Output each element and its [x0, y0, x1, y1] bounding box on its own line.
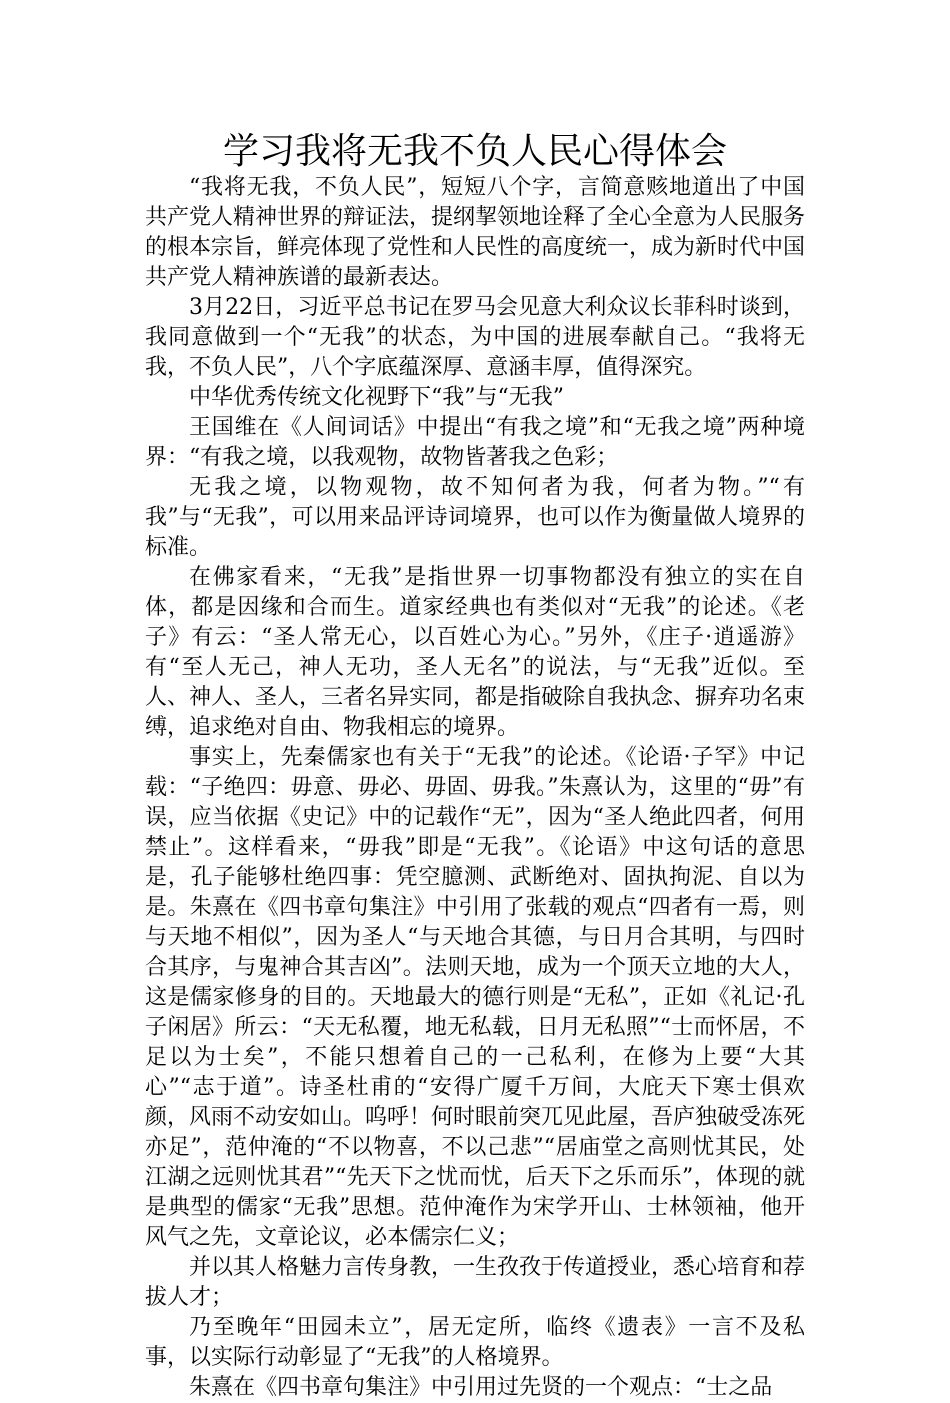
paragraph: 无我之境，以物观物，故不知何者为我，何者为物。”“有我”与“无我”，可以用来品评诗词境界，也可以作为衡量做人境界的标准。: [145, 475, 805, 560]
paragraph: 3月22日，习近平总书记在罗马会见意大利众议长菲科时谈到，我同意做到一个“无我”的状态，为中国的进展奉献自己。“我将无我，不负人民”，八个字底蕴深厚、意涵丰厚，值得深究。: [145, 295, 805, 380]
document-body: [145, 173, 805, 1403]
paragraph: 事实上，先秦儒家也有关于“无我”的论述。《论语·子罕》中记载：“子绝四：毋意、毋必、毋固、毋我。”朱熹认为，这里的“毋”有误，应当依据《史记》中的记载作“无”，因为“圣人绝此四者，何用禁止”。这样看来，“毋我”即是“无我”。《论语》中这句话的意思是，孔子能够杜绝四事：凭空臆测、武断绝对、固执拘泥、自以为是。朱熹在《四书章句集注》中引用了张载的观点“四者有一焉，则与天地不相似”，因为圣人“与天地合其德，与日月合其明，与四时合其序，与鬼神合其吉凶”。法则天地，成为一个顶天立地的大人，这是儒家修身的目的。天地最大的德行则是“无私”，正如《礼记·孔子闲居》所云：“天无私覆，地无私载，日月无私照”“士而怀居，不足以为士矣”，不能只想着自己的一己私利，在修为上要“大其心”“志于道”。诗圣杜甫的“安得广厦千万间，大庇天下寒士俱欢颜，风雨不动安如山。呜呼！何时眼前突兀见此屋，吾庐独破受冻死亦足”，范仲淹的“不以物喜，不以己悲”“居庙堂之高则忧其民，处江湖之远则忧其君”“先天下之忧而忧，后天下之乐而乐”，体现的就是典型的儒家“无我”思想。范仲淹作为宋学开山、士林领袖，他开风气之先，文章论议，必本儒宗仁义；: [145, 745, 806, 1250]
section-heading: 中华优秀传统文化视野下“我”与“无我”: [189, 385, 564, 410]
paragraph: 在佛家看来，“无我”是指世界一切事物都没有独立的实在自体，都是因缘和合而生。道家经典也有类似对“无我”的论述。《老子》有云：“圣人常无心，以百姓心为心。”另外，《庄子·逍遥游》有“至人无己，神人无功，圣人无名”的说法，与“无我”近似。至人、神人、圣人，三者名异实同，都是指破除自我执念、摒弃功名束缚，追求绝对自由、物我相忘的境界。: [145, 565, 806, 740]
paragraph: “我将无我，不负人民”，短短八个字，言简意赅地道出了中国共产党人精神世界的辩证法，提纲挈领地诠释了全心全意为人民服务的根本宗旨，鲜亮体现了党性和人民性的高度统一，成为新时代中国共产党人精神族谱的最新表达。: [145, 175, 806, 290]
paragraph: 乃至晚年“田园未立”，居无定所，临终《遗表》一言不及私事，以实际行动彰显了“无我”的人格境界。: [145, 1315, 805, 1370]
paragraph: 并以其人格魅力言传身教，一生孜孜于传道授业，悉心培育和荐拔人才；: [145, 1255, 806, 1310]
paragraph: 王国维在《人间词话》中提出“有我之境”和“无我之境”两种境界：“有我之境，以我观物，故物皆著我之色彩；: [145, 415, 805, 470]
document-title: 学习我将无我不负人民心得体会: [222, 131, 727, 172]
paragraph: 朱熹在《四书章句集注》中引用过先贤的一个观点：“士之品: [189, 1375, 773, 1400]
